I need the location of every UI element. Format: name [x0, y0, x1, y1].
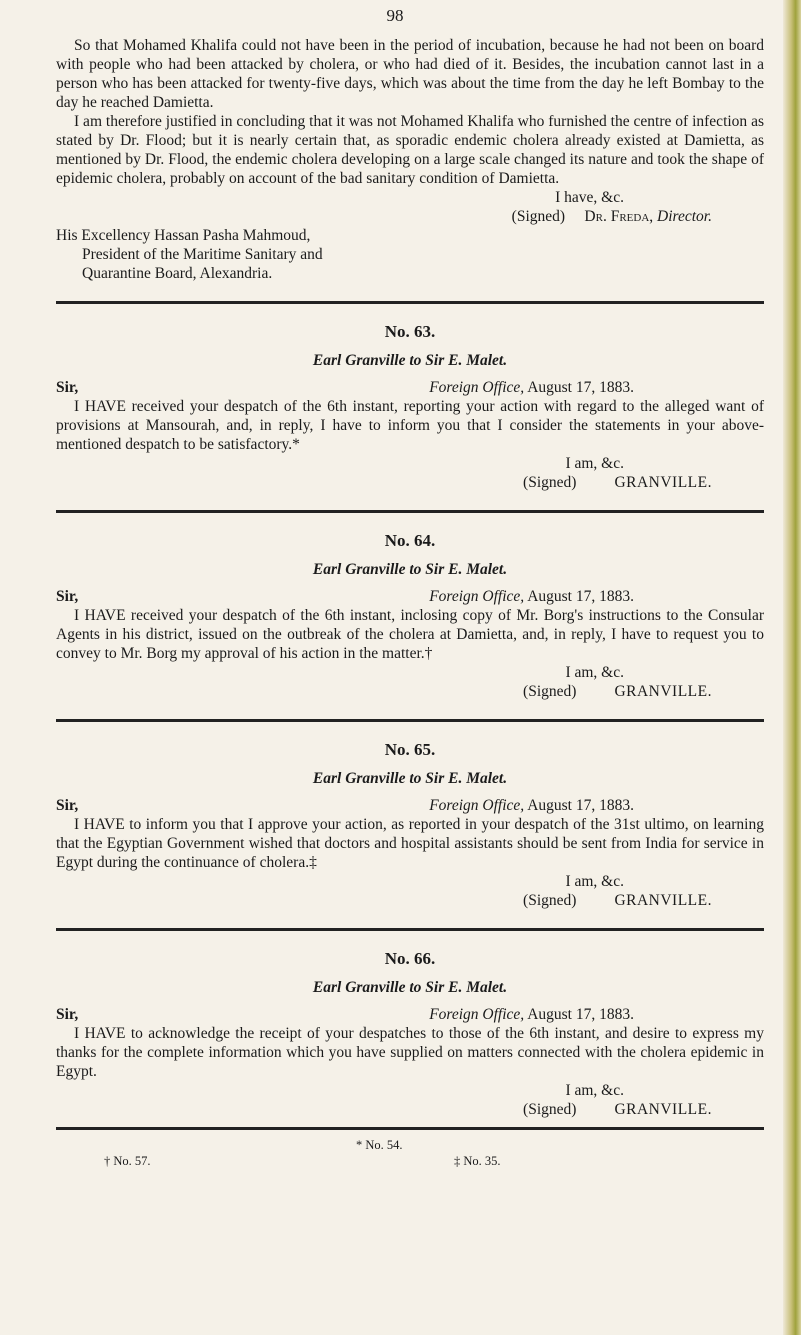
letter-body: I HAVE to inform you that I approve your action, as reported in your despatch of the 31st ultimo, on learning that the Egyptian Government wished that doctors and hospital assistants should be sent from India for service in Egypt during the continuance of cholera.‡ — [56, 816, 764, 871]
signer-name: GRANVILLE. — [614, 474, 712, 491]
signature-line — [56, 1100, 764, 1119]
dateline — [56, 587, 764, 606]
letter-no-64 — [56, 531, 764, 701]
signer-name: Dr. Freda, — [584, 208, 654, 225]
section-divider — [56, 510, 764, 513]
date-value: August 17, 1883. — [527, 797, 634, 814]
letter-number: No. 64. — [384, 531, 436, 550]
date-value: August 17, 1883. — [527, 379, 634, 396]
dateline — [56, 378, 764, 397]
signed-label: (Signed) — [523, 683, 577, 700]
letter-no-63 — [56, 322, 764, 492]
dateline — [56, 1005, 764, 1024]
closing: I am, &c. — [565, 1082, 624, 1099]
salutation: Sir, — [56, 797, 79, 814]
addressee-line: Quarantine Board, Alexandria. — [82, 265, 273, 282]
office: Foreign Office, — [429, 797, 525, 814]
section-divider — [56, 928, 764, 931]
letter-from-to: Earl Granville to Sir E. Malet. — [312, 770, 508, 787]
salutation: Sir, — [56, 588, 79, 605]
signer-name: GRANVILLE. — [614, 1101, 712, 1118]
footnote-star: * No. 54. — [356, 1138, 403, 1152]
office: Foreign Office, — [429, 588, 525, 605]
addressee-line: President of the Maritime Sanitary and — [82, 246, 323, 263]
opening-letter — [56, 36, 764, 283]
letter-no-65 — [56, 740, 764, 910]
document-body — [56, 36, 764, 1176]
signer-title: Director. — [657, 208, 712, 225]
signature-line — [56, 891, 764, 910]
letter-from-to: Earl Granville to Sir E. Malet. — [312, 352, 508, 369]
date — [429, 587, 764, 606]
signature-line — [56, 207, 764, 226]
office: Foreign Office, — [429, 1006, 525, 1023]
footnote-double-dagger: ‡ No. 35. — [454, 1154, 501, 1168]
signed-label: (Signed) — [523, 892, 577, 909]
footnote-divider — [56, 1127, 764, 1130]
office: Foreign Office, — [429, 379, 525, 396]
date-value: August 17, 1883. — [527, 1006, 634, 1023]
salutation: Sir, — [56, 379, 79, 396]
footnote-dagger: † No. 57. — [104, 1154, 151, 1168]
letter-number: No. 66. — [384, 949, 436, 968]
date — [429, 1005, 764, 1024]
addressee — [56, 226, 764, 283]
salutation: Sir, — [56, 1006, 79, 1023]
letter-number: No. 65. — [384, 740, 436, 759]
signature-line — [56, 682, 764, 701]
addressee-line: His Excellency Hassan Pasha Mahmoud, — [56, 227, 311, 244]
closing: I am, &c. — [565, 455, 624, 472]
dateline — [56, 796, 764, 815]
signer-name: GRANVILLE. — [614, 683, 712, 700]
paragraph: I am therefore justified in concluding that it was not Mohamed Khalifa who furnished the centre of infection as stated by Dr. Flood; but it is nearly certain that, as sporadic endemic cholera already existed at Damietta, as mentioned by Dr. Flood, the endemic cholera developing on a large scale changed its nature and took the shape of epidemic cholera, probably on account of the bad sanitary condition of Damietta. — [56, 113, 764, 187]
paragraph: So that Mohamed Khalifa could not have been in the period of incubation, because he had not been on board with people who had been attacked by cholera, or who had died of it. Besides, the incubation cannot last in a person who has been attacked for twenty-five days, which was about the time from the day he left Bombay to the day he reached Damietta. — [56, 37, 764, 111]
signature-line — [56, 473, 764, 492]
page-edge-decoration — [783, 0, 801, 1335]
page-number: 98 — [386, 6, 404, 25]
signer-name: GRANVILLE. — [614, 892, 712, 909]
letter-from-to: Earl Granville to Sir E. Malet. — [312, 979, 508, 996]
letter-number: No. 63. — [384, 322, 436, 341]
letter-body: I HAVE to acknowledge the receipt of your despatches to those of the 6th instant, and desire to express my thanks for the complete information which you have supplied on matters connected with the cholera epidemic in Egypt. — [56, 1025, 764, 1080]
signed-label: (Signed) — [523, 1101, 577, 1118]
letter-from-to: Earl Granville to Sir E. Malet. — [312, 561, 508, 578]
section-divider — [56, 719, 764, 722]
letter-body: I HAVE received your despatch of the 6th instant, inclosing copy of Mr. Borg's instructions to the Consular Agents in his district, issued on the outbreak of the cholera at Damietta, and, in reply, I have to request you to convey to Mr. Borg my approval of his action in the matter.† — [56, 607, 764, 662]
closing: I am, &c. — [565, 664, 624, 681]
date — [429, 796, 764, 815]
footnotes — [56, 1136, 764, 1176]
letter-no-66 — [56, 949, 764, 1119]
closing: I am, &c. — [565, 873, 624, 890]
closing: I have, &c. — [555, 189, 624, 206]
signed-label: (Signed) — [523, 474, 577, 491]
date-value: August 17, 1883. — [527, 588, 634, 605]
signed-label: (Signed) — [511, 208, 566, 225]
date — [429, 378, 764, 397]
section-divider — [56, 301, 764, 304]
letter-body: I HAVE received your despatch of the 6th instant, reporting your action with regard to the alleged want of provisions at Mansourah, and, in reply, I have to inform you that I consider the statements in your above-mentioned despatch to be satisfactory.* — [56, 398, 764, 453]
